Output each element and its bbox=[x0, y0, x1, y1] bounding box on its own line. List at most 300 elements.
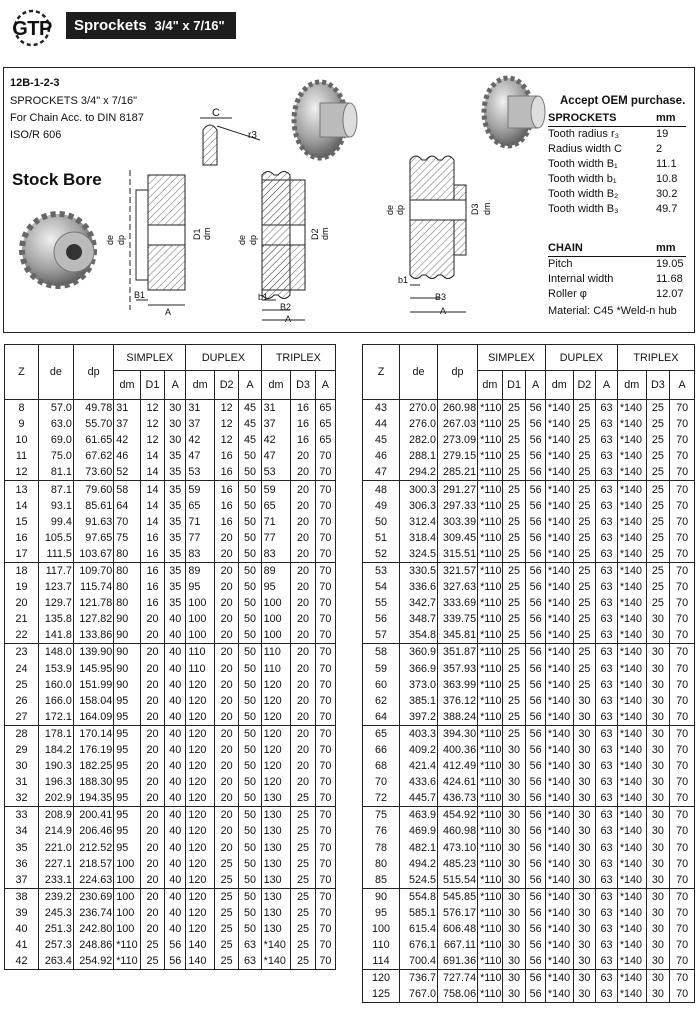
table-row bbox=[363, 661, 695, 677]
table-cell: 25 bbox=[573, 579, 596, 595]
table-cell: 363.99 bbox=[438, 677, 478, 693]
table-cell: 56 bbox=[363, 611, 400, 627]
table-cell: 13 bbox=[5, 481, 39, 498]
table-cell: 208.9 bbox=[38, 807, 73, 824]
table-cell: 20 bbox=[291, 725, 315, 742]
table-cell: *110 bbox=[478, 856, 503, 872]
table-cell: *110 bbox=[114, 953, 141, 970]
table-cell: 50 bbox=[239, 644, 261, 661]
tooth-profile-drawing bbox=[200, 107, 260, 165]
table-cell: 30 bbox=[573, 742, 596, 758]
table-cell: *140 bbox=[545, 840, 573, 856]
table-cell: 70 bbox=[670, 562, 695, 579]
svg-text:A: A bbox=[285, 314, 292, 324]
spec-label: Tooth width B₂ bbox=[548, 188, 619, 200]
table-cell: *110 bbox=[478, 416, 503, 432]
table-row bbox=[5, 514, 336, 530]
table-cell: *140 bbox=[617, 530, 646, 546]
table-cell: 120 bbox=[186, 725, 215, 742]
table-cell: 202.9 bbox=[38, 790, 73, 807]
table-cell: 70 bbox=[315, 921, 335, 937]
table-cell: 70 bbox=[315, 448, 335, 464]
table-cell: *110 bbox=[478, 823, 503, 839]
table-cell: 676.1 bbox=[399, 937, 437, 953]
table-cell: 20 bbox=[291, 644, 315, 661]
table-cell: 70 bbox=[670, 888, 695, 905]
table-cell: 120 bbox=[186, 709, 215, 726]
table-cell: 166.0 bbox=[38, 693, 73, 709]
table-cell: 20 bbox=[214, 562, 238, 579]
table-cell: 62 bbox=[363, 693, 400, 709]
table-cell: 21 bbox=[5, 611, 39, 627]
table-cell: 25 bbox=[573, 464, 596, 481]
table-cell: 70 bbox=[315, 611, 335, 627]
table-row bbox=[363, 693, 695, 709]
table-row bbox=[5, 872, 336, 889]
table-cell: 70 bbox=[670, 498, 695, 514]
table-cell: 25 bbox=[573, 481, 596, 498]
table-cell: 27 bbox=[5, 709, 39, 726]
table-cell: 160.0 bbox=[38, 677, 73, 693]
table-cell: 56 bbox=[526, 937, 546, 953]
table-cell: 35 bbox=[165, 530, 186, 546]
table-cell: 25 bbox=[573, 644, 596, 661]
table-cell: 56 bbox=[526, 725, 546, 742]
table-cell: 34 bbox=[5, 823, 39, 839]
svg-text:D1: D1 bbox=[192, 228, 202, 240]
table-cell: 30 bbox=[646, 856, 670, 872]
table-cell: *140 bbox=[617, 840, 646, 856]
table-cell: 35 bbox=[165, 579, 186, 595]
table-cell: 50 bbox=[239, 595, 261, 611]
table-row bbox=[5, 758, 336, 774]
table-cell: 91.63 bbox=[73, 514, 113, 530]
table-cell: 130 bbox=[261, 840, 291, 856]
table-cell: 50 bbox=[239, 464, 261, 481]
table-cell: 25 bbox=[646, 514, 670, 530]
table-cell: 25 bbox=[502, 400, 526, 417]
table-cell: 30 bbox=[502, 970, 526, 987]
desc-line: ISO/R 606 bbox=[10, 129, 62, 141]
table-cell: 120 bbox=[186, 790, 215, 807]
table-cell: *110 bbox=[478, 725, 503, 742]
table-row bbox=[5, 644, 336, 661]
table-cell: *110 bbox=[478, 970, 503, 987]
table-cell: 25 bbox=[502, 579, 526, 595]
svg-text:D3: D3 bbox=[470, 203, 480, 215]
table-cell: *140 bbox=[545, 448, 573, 464]
table-cell: *140 bbox=[545, 888, 573, 905]
table-cell: 254.92 bbox=[73, 953, 113, 970]
table-cell: 56 bbox=[526, 514, 546, 530]
table-cell: 70 bbox=[670, 709, 695, 726]
table-cell: 115.74 bbox=[73, 579, 113, 595]
table-cell: 56 bbox=[526, 481, 546, 498]
table-cell: 60 bbox=[363, 677, 400, 693]
table-cell: 70 bbox=[670, 905, 695, 921]
table-cell: 70 bbox=[315, 840, 335, 856]
table-cell: 16 bbox=[140, 595, 164, 611]
table-cell: 70 bbox=[315, 644, 335, 661]
table-cell: 63.0 bbox=[38, 416, 73, 432]
table-cell: *140 bbox=[545, 953, 573, 970]
table-cell: 85.61 bbox=[73, 498, 113, 514]
table-cell: *110 bbox=[478, 790, 503, 807]
table-cell: 30 bbox=[502, 986, 526, 1003]
table-cell: 130 bbox=[261, 823, 291, 839]
table-cell: 40 bbox=[165, 823, 186, 839]
table-cell: *140 bbox=[545, 400, 573, 417]
table-cell: 20 bbox=[214, 530, 238, 546]
table-row bbox=[363, 905, 695, 921]
table-cell: 16 bbox=[214, 498, 238, 514]
table-cell: 70 bbox=[670, 579, 695, 595]
desc-line: For Chain Acc. to DIN 8187 bbox=[10, 112, 144, 124]
table-row bbox=[363, 953, 695, 970]
table-cell: 12 bbox=[140, 432, 164, 448]
stock-bore-label: Stock Bore bbox=[12, 170, 102, 189]
table-cell: 214.9 bbox=[38, 823, 73, 839]
table-cell: 30 bbox=[573, 921, 596, 937]
table-cell: 17 bbox=[5, 546, 39, 563]
table-cell: 56 bbox=[526, 970, 546, 987]
table-cell: 324.5 bbox=[399, 546, 437, 563]
table-cell: *140 bbox=[617, 514, 646, 530]
table-cell: 20 bbox=[140, 905, 164, 921]
table-cell: 40 bbox=[165, 774, 186, 790]
table-cell: 12 bbox=[214, 416, 238, 432]
table-cell: 19 bbox=[5, 579, 39, 595]
table-cell: 270.0 bbox=[399, 400, 437, 417]
table-cell: 70 bbox=[670, 448, 695, 464]
table-cell: 53 bbox=[186, 464, 215, 481]
table-cell: 40 bbox=[165, 856, 186, 872]
table-cell: 409.2 bbox=[399, 742, 437, 758]
table-row bbox=[5, 921, 336, 937]
table-cell: 64 bbox=[114, 498, 141, 514]
table-cell: 100 bbox=[114, 905, 141, 921]
table-row bbox=[363, 530, 695, 546]
table-cell: 78 bbox=[363, 840, 400, 856]
col-z: Z bbox=[363, 345, 400, 400]
table-row bbox=[363, 562, 695, 579]
table-cell: 31 bbox=[5, 774, 39, 790]
table-cell: *140 bbox=[545, 498, 573, 514]
table-cell: 30 bbox=[573, 888, 596, 905]
table-cell: 100 bbox=[114, 888, 141, 905]
table-body bbox=[363, 400, 695, 1003]
table-cell: 63 bbox=[596, 677, 618, 693]
table-cell: 35 bbox=[165, 546, 186, 563]
table-cell: 63 bbox=[596, 905, 618, 921]
table-cell: 25 bbox=[502, 498, 526, 514]
table-cell: 8 bbox=[5, 400, 39, 417]
table-cell: 178.1 bbox=[38, 725, 73, 742]
table-cell: 70 bbox=[315, 709, 335, 726]
table-cell: *140 bbox=[545, 872, 573, 889]
table-row bbox=[5, 856, 336, 872]
table-cell: 50 bbox=[239, 872, 261, 889]
table-cell: 25 bbox=[502, 595, 526, 611]
table-cell: 31 bbox=[186, 400, 215, 417]
table-cell: 95 bbox=[114, 790, 141, 807]
table-cell: 70 bbox=[670, 742, 695, 758]
table-cell: 70 bbox=[315, 725, 335, 742]
table-cell: 16 bbox=[140, 579, 164, 595]
table-cell: 297.33 bbox=[438, 498, 478, 514]
table-cell: 230.69 bbox=[73, 888, 113, 905]
table-cell: 606.48 bbox=[438, 921, 478, 937]
table-cell: 120 bbox=[261, 774, 291, 790]
table-cell: 30 bbox=[502, 872, 526, 889]
table-row bbox=[5, 611, 336, 627]
table-cell: 16 bbox=[214, 481, 238, 498]
table-cell: 63 bbox=[596, 693, 618, 709]
table-cell: *140 bbox=[617, 953, 646, 970]
table-cell: 30 bbox=[573, 790, 596, 807]
table-cell: 70 bbox=[670, 464, 695, 481]
table-row bbox=[363, 498, 695, 514]
table-cell: 30 bbox=[646, 888, 670, 905]
table-cell: 24 bbox=[5, 661, 39, 677]
table-cell: *140 bbox=[545, 644, 573, 661]
table-cell: 99.4 bbox=[38, 514, 73, 530]
table-cell: *140 bbox=[545, 905, 573, 921]
table-cell: 20 bbox=[214, 677, 238, 693]
table-cell: 25 bbox=[5, 677, 39, 693]
col-dm: dm bbox=[186, 371, 215, 400]
table-cell: 20 bbox=[214, 693, 238, 709]
table-cell: 30 bbox=[646, 627, 670, 644]
table-cell: 20 bbox=[214, 742, 238, 758]
table-cell: 20 bbox=[291, 530, 315, 546]
table-cell: 120 bbox=[186, 677, 215, 693]
table-row bbox=[363, 840, 695, 856]
table-cell: 30 bbox=[573, 709, 596, 726]
table-cell: 172.1 bbox=[38, 709, 73, 726]
table-cell: 25 bbox=[646, 416, 670, 432]
table-cell: 257.3 bbox=[38, 937, 73, 953]
table-cell: 25 bbox=[214, 872, 238, 889]
table-cell: 56 bbox=[526, 953, 546, 970]
table-cell: 16 bbox=[5, 530, 39, 546]
spec-label: Tooth width b₁ bbox=[548, 173, 617, 185]
table-cell: 473.10 bbox=[438, 840, 478, 856]
table-cell: 63 bbox=[596, 627, 618, 644]
table-cell: 182.25 bbox=[73, 758, 113, 774]
table-cell: 25 bbox=[502, 693, 526, 709]
table-cell: 133.86 bbox=[73, 627, 113, 644]
table-cell: 20 bbox=[291, 562, 315, 579]
table-cell: 70 bbox=[315, 677, 335, 693]
table-cell: 20 bbox=[140, 725, 164, 742]
table-row bbox=[363, 709, 695, 726]
table-cell: 70 bbox=[315, 530, 335, 546]
table-cell: 70 bbox=[315, 807, 335, 824]
table-cell: 49.78 bbox=[73, 400, 113, 417]
table-cell: *140 bbox=[545, 774, 573, 790]
table-cell: 56 bbox=[526, 709, 546, 726]
spec-value: 19 bbox=[656, 128, 669, 140]
table-cell: 28 bbox=[5, 725, 39, 742]
table-cell: 95 bbox=[114, 840, 141, 856]
table-cell: *140 bbox=[545, 823, 573, 839]
table-cell: 14 bbox=[140, 498, 164, 514]
table-cell: 63 bbox=[596, 514, 618, 530]
table-cell: 70 bbox=[315, 856, 335, 872]
table-cell: 70 bbox=[670, 986, 695, 1003]
table-row bbox=[5, 693, 336, 709]
table-cell: 30 bbox=[646, 774, 670, 790]
table-cell: 348.7 bbox=[399, 611, 437, 627]
table-cell: 71 bbox=[261, 514, 291, 530]
table-cell: 45 bbox=[239, 400, 261, 417]
table-cell: 145.95 bbox=[73, 661, 113, 677]
table-cell: *110 bbox=[478, 481, 503, 498]
col-a: A bbox=[315, 371, 335, 400]
table-cell: 120 bbox=[186, 905, 215, 921]
table-cell: 288.1 bbox=[399, 448, 437, 464]
table-cell: 70 bbox=[670, 872, 695, 889]
table-cell: 100 bbox=[114, 872, 141, 889]
table-cell: 100 bbox=[186, 627, 215, 644]
sprocket-photo-icon bbox=[22, 214, 94, 286]
table-row bbox=[5, 725, 336, 742]
table-cell: 22 bbox=[5, 627, 39, 644]
table-cell: 194.35 bbox=[73, 790, 113, 807]
table-cell: 103.67 bbox=[73, 546, 113, 563]
col-triplex: TRIPLEX bbox=[261, 345, 335, 371]
table-cell: 30 bbox=[646, 921, 670, 937]
table-cell: 233.1 bbox=[38, 872, 73, 889]
table-cell: 63 bbox=[596, 953, 618, 970]
table-cell: *140 bbox=[617, 758, 646, 774]
table-cell: 40 bbox=[165, 921, 186, 937]
table-cell: 11 bbox=[5, 448, 39, 464]
col-d1: D1 bbox=[140, 371, 164, 400]
table-cell: 306.3 bbox=[399, 498, 437, 514]
table-cell: 35 bbox=[165, 498, 186, 514]
table-cell: 95 bbox=[114, 807, 141, 824]
table-cell: 41 bbox=[5, 937, 39, 953]
table-cell: *140 bbox=[617, 872, 646, 889]
table-cell: 25 bbox=[291, 921, 315, 937]
table-cell: 206.46 bbox=[73, 823, 113, 839]
product-code: 12B-1-2-3 bbox=[10, 77, 60, 89]
table-cell: 70 bbox=[315, 514, 335, 530]
table-cell: 117.7 bbox=[38, 562, 73, 579]
table-cell: 89 bbox=[261, 562, 291, 579]
table-cell: 56 bbox=[526, 661, 546, 677]
table-cell: 227.1 bbox=[38, 856, 73, 872]
table-cell: *140 bbox=[617, 627, 646, 644]
table-cell: 95 bbox=[114, 774, 141, 790]
table-cell: 351.87 bbox=[438, 644, 478, 661]
svg-text:A: A bbox=[165, 307, 172, 317]
table-cell: 56 bbox=[526, 530, 546, 546]
table-cell: 120 bbox=[261, 742, 291, 758]
label-c: C bbox=[212, 107, 220, 119]
table-cell: 20 bbox=[140, 823, 164, 839]
table-cell: 25 bbox=[140, 937, 164, 953]
table-cell: 9 bbox=[5, 416, 39, 432]
table-cell: 70 bbox=[670, 595, 695, 611]
table-cell: 90 bbox=[114, 677, 141, 693]
table-cell: 30 bbox=[502, 937, 526, 953]
spec-value: 30.2 bbox=[656, 188, 678, 200]
table-cell: 100 bbox=[114, 921, 141, 937]
table-cell: 89 bbox=[186, 562, 215, 579]
table-cell: 151.99 bbox=[73, 677, 113, 693]
table-cell: 51 bbox=[363, 530, 400, 546]
table-row bbox=[5, 530, 336, 546]
table-cell: *140 bbox=[617, 481, 646, 498]
table-cell: 44 bbox=[363, 416, 400, 432]
table-row bbox=[363, 807, 695, 824]
table-cell: 40 bbox=[165, 644, 186, 661]
table-cell: 330.5 bbox=[399, 562, 437, 579]
table-cell: 56 bbox=[165, 953, 186, 970]
table-cell: 120 bbox=[186, 758, 215, 774]
svg-text:dp: dp bbox=[116, 234, 126, 245]
table-cell: 309.45 bbox=[438, 530, 478, 546]
table-cell: 176.19 bbox=[73, 742, 113, 758]
table-cell: 25 bbox=[291, 953, 315, 970]
spec-label: Radius width C bbox=[548, 143, 622, 155]
table-cell: 95 bbox=[363, 905, 400, 921]
table-cell: 30 bbox=[646, 905, 670, 921]
table-cell: 83 bbox=[261, 546, 291, 563]
table-row bbox=[363, 448, 695, 464]
table-cell: 70 bbox=[670, 400, 695, 417]
table-cell: 130 bbox=[261, 872, 291, 889]
table-cell: 30 bbox=[646, 644, 670, 661]
table-cell: 56 bbox=[526, 807, 546, 824]
table-cell: 72 bbox=[363, 790, 400, 807]
table-cell: 736.7 bbox=[399, 970, 437, 987]
table-row bbox=[363, 742, 695, 758]
table-cell: 40 bbox=[165, 627, 186, 644]
table-cell: 63 bbox=[596, 758, 618, 774]
table-cell: 18 bbox=[5, 562, 39, 579]
table-cell: 273.09 bbox=[438, 432, 478, 448]
triplex-sprocket-photo-icon bbox=[484, 78, 545, 146]
table-cell: 120 bbox=[186, 807, 215, 824]
title-size: 3/4" x 7/16" bbox=[154, 18, 225, 33]
table-cell: 360.9 bbox=[399, 644, 437, 661]
table-row bbox=[363, 856, 695, 872]
table-cell: *140 bbox=[545, 677, 573, 693]
table-cell: 615.4 bbox=[399, 921, 437, 937]
sprockets-spec bbox=[548, 111, 686, 217]
table-cell: 14 bbox=[140, 514, 164, 530]
table-row bbox=[363, 774, 695, 790]
table-cell: 469.9 bbox=[399, 823, 437, 839]
table-cell: 70 bbox=[315, 905, 335, 921]
table-cell: *110 bbox=[478, 595, 503, 611]
table-cell: 25 bbox=[502, 416, 526, 432]
table-cell: 95 bbox=[114, 742, 141, 758]
table-cell: 50 bbox=[239, 661, 261, 677]
col-dm: dm bbox=[114, 371, 141, 400]
table-cell: 221.0 bbox=[38, 840, 73, 856]
table-cell: 38 bbox=[5, 888, 39, 905]
spec-title: SPROCKETS bbox=[548, 112, 617, 124]
table-cell: 130 bbox=[261, 921, 291, 937]
table-cell: 63 bbox=[596, 742, 618, 758]
svg-text:dm: dm bbox=[320, 227, 330, 240]
table-cell: 130 bbox=[261, 905, 291, 921]
